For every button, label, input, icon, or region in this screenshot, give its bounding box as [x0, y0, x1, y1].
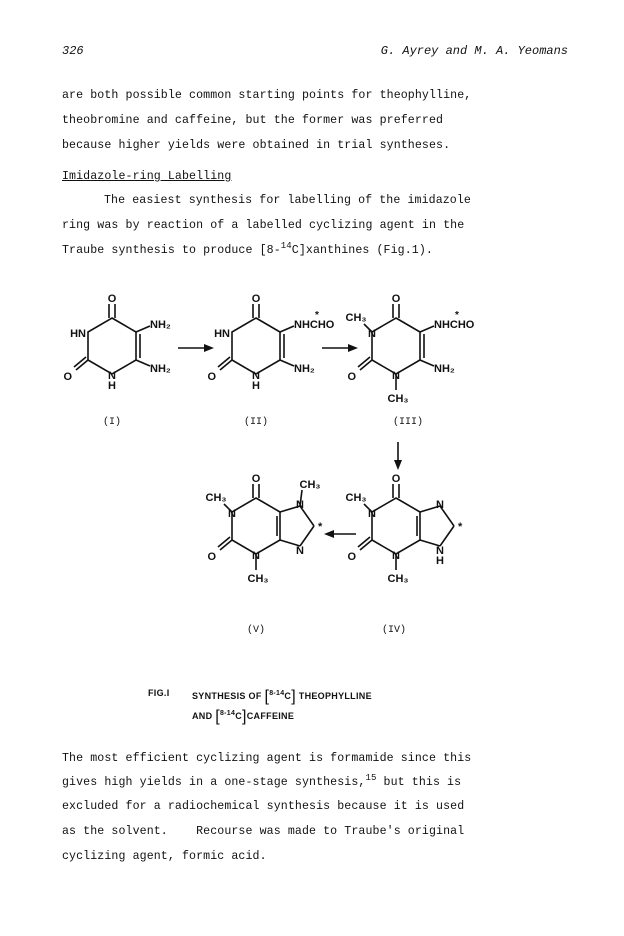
- text-line: [62, 773, 462, 789]
- caption-mass-number: 14: [276, 690, 285, 697]
- atom-label: O: [347, 371, 356, 383]
- caption-text: CAFFEINE: [246, 711, 295, 721]
- atom-label: CH₃: [205, 492, 227, 504]
- atom-label: HN: [214, 328, 230, 340]
- label-star: *: [318, 521, 323, 533]
- caption-bracket: [: [264, 688, 270, 705]
- compound-label-V: (V): [246, 625, 266, 636]
- atom-label: NH₂: [150, 363, 171, 375]
- atom-label: N: [252, 550, 260, 562]
- caption-bracket: [: [215, 708, 220, 725]
- caption-bracket: ]: [291, 688, 296, 705]
- atom-label: H: [436, 555, 444, 567]
- atom-label: N: [368, 328, 376, 340]
- atom-label: O: [251, 293, 261, 305]
- caption-element: C: [235, 711, 242, 721]
- atom-label: N: [392, 550, 400, 562]
- figure-caption-line2: [192, 708, 294, 726]
- atom-label: N: [108, 370, 116, 382]
- running-header-authors: G. Ayrey and M. A. Yeomans: [380, 44, 568, 58]
- atom-label: N: [392, 370, 400, 382]
- label-star: *: [315, 310, 319, 321]
- text-line: [62, 241, 433, 257]
- atom-label: CH₃: [247, 573, 269, 585]
- text-line: as the solvent. Recourse was made to Traube's original: [62, 825, 465, 838]
- caption-text: SYNTHESIS OF: [192, 691, 262, 701]
- atom-label: HN: [70, 328, 86, 340]
- text-line: ring was by reaction of a labelled cyclizing agent in the: [62, 219, 465, 232]
- text-segment: but this is: [376, 776, 462, 789]
- compound-label-II: (II): [243, 417, 269, 428]
- atom-label: O: [107, 293, 117, 305]
- atom-label: CH₃: [387, 573, 409, 585]
- atom-label: O: [391, 293, 401, 305]
- atom-label: CH₃: [345, 492, 367, 504]
- reaction-scheme-figure: [0, 280, 624, 680]
- atom-label: N: [296, 545, 304, 557]
- atom-label: N: [252, 370, 260, 382]
- atom-label: CH₃: [345, 312, 367, 324]
- atom-label: NH₂: [434, 363, 455, 375]
- caption-mass-number: 14: [226, 710, 236, 717]
- text-segment: Traube synthesis to produce [8-: [62, 244, 281, 257]
- atom-label: N: [368, 508, 376, 520]
- text-line: The easiest synthesis for labelling of the imidazole: [104, 194, 471, 207]
- caption-text: AND: [192, 711, 213, 721]
- atom-label: O: [391, 473, 401, 485]
- caption-text: THEOPHYLLINE: [298, 691, 372, 701]
- text-line: because higher yields were obtained in trial syntheses.: [62, 139, 451, 152]
- atom-label: O: [347, 551, 356, 563]
- caption-bracket: ]: [242, 708, 247, 725]
- atom-label: H: [108, 380, 116, 392]
- text-line: The most efficient cyclizing agent is formamide since this: [62, 752, 472, 765]
- atom-label: CH₃: [299, 479, 321, 491]
- text-line: excluded for a radiochemical synthesis because it is used: [62, 800, 465, 813]
- atom-label: O: [251, 473, 261, 485]
- atom-label: N: [296, 499, 304, 511]
- compound-label-III: (III): [392, 417, 424, 428]
- atom-label: O: [207, 551, 216, 563]
- text-segment: C]xanthines (Fig.1).: [291, 244, 433, 257]
- atom-label: NH₂: [294, 363, 315, 375]
- atom-label: NH₂: [150, 319, 171, 331]
- text-line: cyclizing agent, formic acid.: [62, 850, 267, 863]
- text-segment: gives high yields in a one-stage synthesis,: [62, 776, 366, 789]
- atom-label: N: [436, 499, 444, 511]
- text-line: theobromine and caffeine, but the former was preferred: [62, 114, 444, 127]
- text-line: are both possible common starting points for theophylline,: [62, 89, 472, 102]
- figure-caption-line1: [192, 688, 372, 706]
- atom-label: N: [228, 508, 236, 520]
- atom-label: H: [252, 380, 260, 392]
- atom-label: N: [436, 545, 444, 557]
- superscript: 14: [280, 241, 292, 251]
- atom-label: O: [63, 371, 72, 383]
- page-number: 326: [62, 44, 84, 58]
- atom-label: O: [207, 371, 216, 383]
- superscript: 15: [365, 773, 377, 783]
- atom-label: CH₃: [387, 393, 409, 405]
- caption-position: 8-: [269, 690, 277, 697]
- compound-label-IV: (IV): [381, 625, 407, 636]
- atom-label: NHCHO: [294, 319, 335, 331]
- compound-label-I: (I): [102, 417, 122, 428]
- section-heading: Imidazole-ring Labelling: [62, 170, 232, 183]
- caption-position: 8-: [219, 710, 227, 717]
- atom-label: NHCHO: [434, 319, 475, 331]
- figure-caption-label: FIG.I: [148, 688, 170, 698]
- label-star: *: [458, 521, 463, 533]
- label-star: *: [455, 310, 459, 321]
- caption-element: C: [284, 691, 292, 701]
